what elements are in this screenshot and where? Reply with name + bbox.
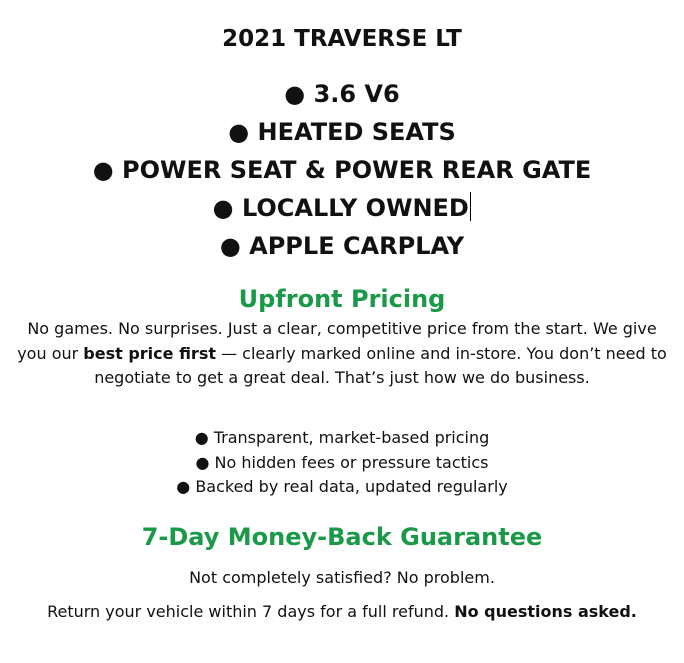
feature-list — [0, 75, 684, 265]
upfront-text-end: — clearly marked online and in-store. You don’t need to negotiate to get a great deal. That’s just how we do business. — [94, 343, 667, 387]
pricing-bullet-item: ● Backed by real data, updated regularly — [176, 477, 508, 496]
feature-item: ● POWER SEAT & POWER REAR GATE — [92, 156, 592, 184]
upfront-pricing-heading: Upfront Pricing — [238, 285, 446, 313]
text-cursor — [470, 192, 472, 221]
vehicle-title: 2021 TRAVERSE LT — [222, 26, 462, 52]
feature-item-with-caret[interactable] — [0, 189, 684, 227]
upfront-text-start: No games. No surprises. Just a clear, competitive price from the start. We give you our — [17, 319, 657, 363]
pricing-bullet-item: ● Transparent, market-based pricing — [194, 428, 490, 447]
feature-item: ● 3.6 V6 — [284, 80, 400, 108]
feature-item: ● APPLE CARPLAY — [219, 232, 465, 260]
guarantee-heading: 7-Day Money-Back Guarantee — [141, 523, 543, 551]
guarantee-return-paragraph — [14, 600, 670, 625]
pricing-bullet-list — [0, 426, 684, 500]
feature-item-text: ● LOCALLY OWNED — [212, 194, 469, 222]
upfront-pricing-paragraph — [14, 317, 670, 391]
guarantee-satisfied-text: Not completely satisfied? No problem. — [189, 568, 495, 587]
return-text: Return your vehicle within 7 days for a full refund. — [47, 602, 455, 621]
feature-item: ● HEATED SEATS — [228, 118, 456, 146]
pricing-bullet-item: ● No hidden fees or pressure tactics — [195, 452, 489, 472]
upfront-text-bold: best price first — [83, 343, 216, 363]
return-text-bold: No questions asked. — [454, 602, 637, 621]
